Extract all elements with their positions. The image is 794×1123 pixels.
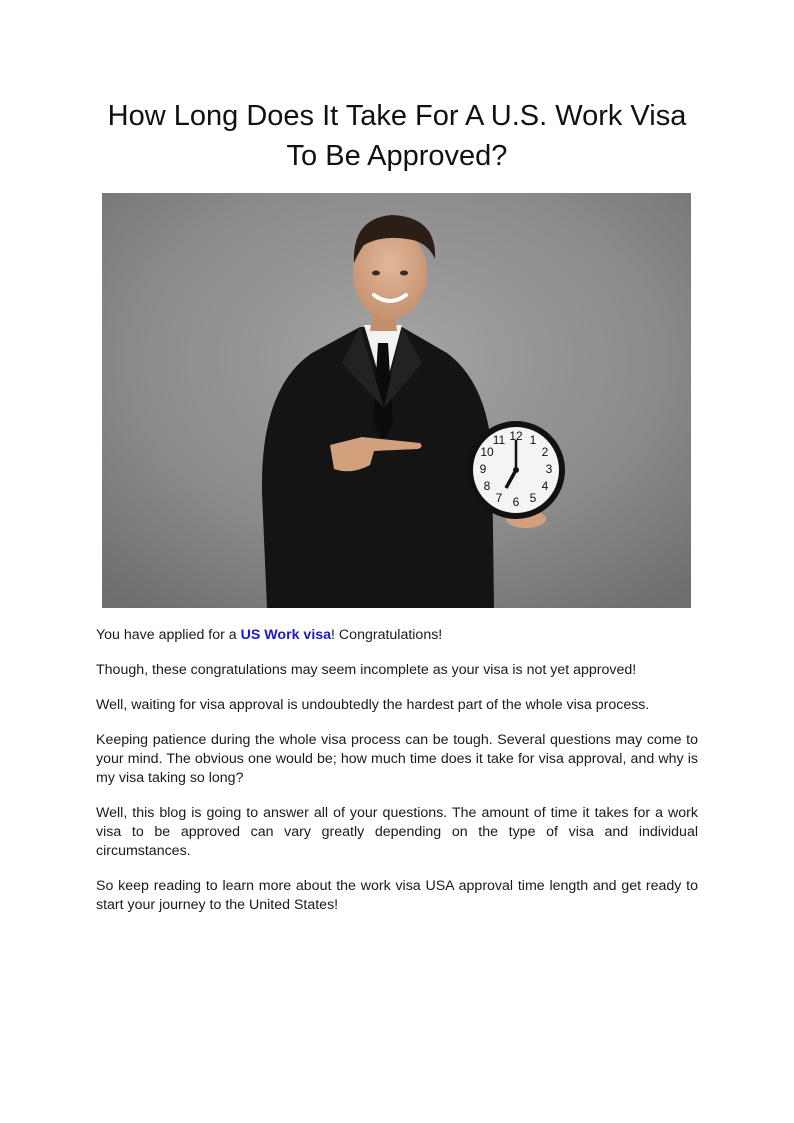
paragraph-3: Well, waiting for visa approval is undoubtedly the hardest part of the whole visa process. (96, 697, 650, 713)
clock-number-11: 11 (492, 433, 506, 448)
clock-number-10: 10 (480, 445, 494, 460)
clock-number-1: 1 (529, 433, 537, 448)
title-line-1: How Long Does It Take For A U.S. Work Visa (107, 100, 687, 132)
paragraph-5: Well, this blog is going to answer all of your questions. The amount of time it takes for a work visa to be approved can vary greatly depending on the type of visa and individual circumstances. (96, 805, 698, 859)
hero-photo-illustration (102, 193, 691, 608)
paragraph-1: You have applied for a US Work visa! Congratulations! (96, 627, 443, 643)
clock-number-5: 5 (529, 491, 537, 506)
us-work-visa-link[interactable]: US Work visa (240, 627, 332, 643)
article-body (96, 626, 698, 931)
paragraph-2: Though, these congratulations may seem incomplete as your visa is not yet approved! (96, 662, 637, 678)
clock-number-2: 2 (541, 445, 549, 460)
clock-number-6: 6 (512, 495, 520, 510)
page-title (96, 96, 698, 176)
paragraph-6: So keep reading to learn more about the work visa USA approval time length and get ready to start your journey to the United States! (96, 878, 698, 913)
clock-number-12: 12 (509, 429, 523, 444)
paragraph-4: Keeping patience during the whole visa process can be tough. Several questions may come to your mind. The obvious one would be; how much time does it take for visa approval, and why is my visa taking so long? (96, 732, 698, 786)
clock-number-8: 8 (483, 479, 491, 494)
title-line-2: To Be Approved? (286, 140, 508, 172)
clock-number-9: 9 (479, 462, 487, 477)
hero-image (102, 193, 691, 608)
clock-number-7: 7 (495, 491, 503, 506)
clock-number-4: 4 (541, 479, 549, 494)
clock-number-3: 3 (545, 462, 553, 477)
wall-clock (467, 421, 565, 519)
